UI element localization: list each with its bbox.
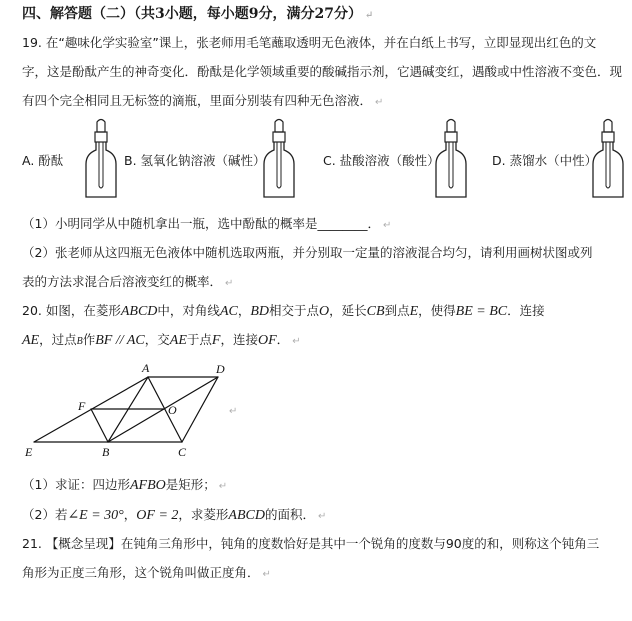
rhombus-figure	[22, 360, 252, 462]
math-be-bc: BE = BC	[455, 304, 508, 319]
line-dc	[182, 377, 218, 442]
dropper-bottle-a-icon	[84, 118, 118, 200]
math-cb: CB	[366, 304, 385, 319]
option-c-label: C. 盐酸溶液（酸性）	[323, 153, 440, 168]
math-bd: BD	[250, 304, 270, 319]
paragraph-mark: ↵	[382, 220, 392, 231]
math-b: B	[76, 336, 83, 347]
math-ae: AE	[169, 333, 187, 348]
q20-line-1: 20. 如图，在菱形ABCD中，对角线AC，BD相交于点O，延长CB到点E，使得BE = BC．连接	[22, 303, 545, 319]
math-afbo: AFBO	[129, 478, 166, 493]
label-o: O	[168, 403, 177, 417]
paragraph-mark: ↵	[364, 10, 374, 21]
q19-line-1: 19. 在“趣味化学实验室”课上，张老师用毛笔蘸取透明无色液体，并在白纸上书写，立即显现出红色的文	[22, 35, 597, 50]
paragraph-mark: ↵	[262, 569, 271, 580]
math-abcd: ABCD	[228, 508, 265, 523]
paragraph-mark: ↵	[318, 511, 327, 522]
label-b: B	[102, 445, 110, 459]
math-o: O	[319, 304, 330, 319]
q20-line-2: AE，过点B作BF // AC，交AE于点F，连接OF． ↵	[22, 332, 301, 348]
math-of: OF	[258, 333, 277, 348]
dropper-bottle-b-icon	[262, 118, 296, 200]
math-abcd: ABCD	[120, 304, 158, 319]
label-d: D	[216, 362, 225, 376]
math-e: E	[409, 304, 419, 319]
section-title: 四、解答题（二）（共3小题，每小题9分，满分27分） ↵	[22, 6, 374, 22]
dropper-bottle-c-icon	[434, 118, 468, 200]
q20-sub-2: （2）若∠E = 30°，OF = 2，求菱形ABCD的面积． ↵	[22, 507, 327, 523]
q21-line-2: 角形为正度三角形，这个锐角叫做正度角． ↵	[22, 565, 271, 580]
paragraph-mark: ↵	[375, 97, 384, 108]
q21-line-1: 21. 【概念呈现】在钝角三角形中，钝角的度数恰好是其中一个锐角的度数与90度的和，则称这个钝角三	[22, 536, 600, 551]
q19-sub-1: （1）小明同学从中随机拿出一瓶，选中酚酞的概率是________． ↵	[22, 216, 392, 231]
dropper-bottle-d-icon	[591, 118, 625, 200]
paragraph-mark: ↵	[229, 406, 238, 417]
paragraph-mark: ↵	[292, 336, 301, 347]
q19-line-2: 字，这是酚酞产生的神奇变化．酚酞是化学领域重要的酸碱指示剂，它遇碱变红，遇酸或中性溶液不变色．现	[22, 64, 623, 79]
label-f: F	[78, 399, 86, 413]
label-a: A	[142, 361, 150, 375]
paragraph-mark: ↵	[218, 481, 228, 492]
math-ae: AE	[22, 333, 40, 348]
line-bf	[91, 409, 108, 442]
q20-sub-1: （1）求证：四边形AFBO是矩形； ↵	[22, 477, 228, 493]
math-bf-parallel-ac: BF // AC	[95, 333, 145, 348]
math-angle-e: ∠E = 30°	[67, 508, 124, 523]
math-ac: AC	[219, 304, 238, 319]
option-d-label: D. 蒸馏水（中性）	[492, 153, 598, 168]
paragraph-mark: ↵	[225, 278, 234, 289]
math-f: F	[211, 333, 221, 348]
math-of-value: OF = 2	[136, 508, 179, 523]
q19-line-3: 有四个完全相同且无标签的滴瓶，里面分别装有四种无色溶液． ↵	[22, 93, 384, 108]
label-c: C	[178, 445, 187, 459]
q19-sub-2-line-2: 表的方法求混合后溶液变红的概率． ↵	[22, 274, 234, 289]
label-e: E	[25, 445, 33, 459]
q19-sub-2-line-1: （2）张老师从这四瓶无色液体中随机选取两瓶，并分别取一定量的溶液混合均匀，请利用画树状图或列	[22, 245, 593, 260]
option-a-label: A. 酚酞	[22, 153, 64, 168]
option-b-label: B. 氢氧化钠溶液（碱性）	[124, 153, 266, 168]
